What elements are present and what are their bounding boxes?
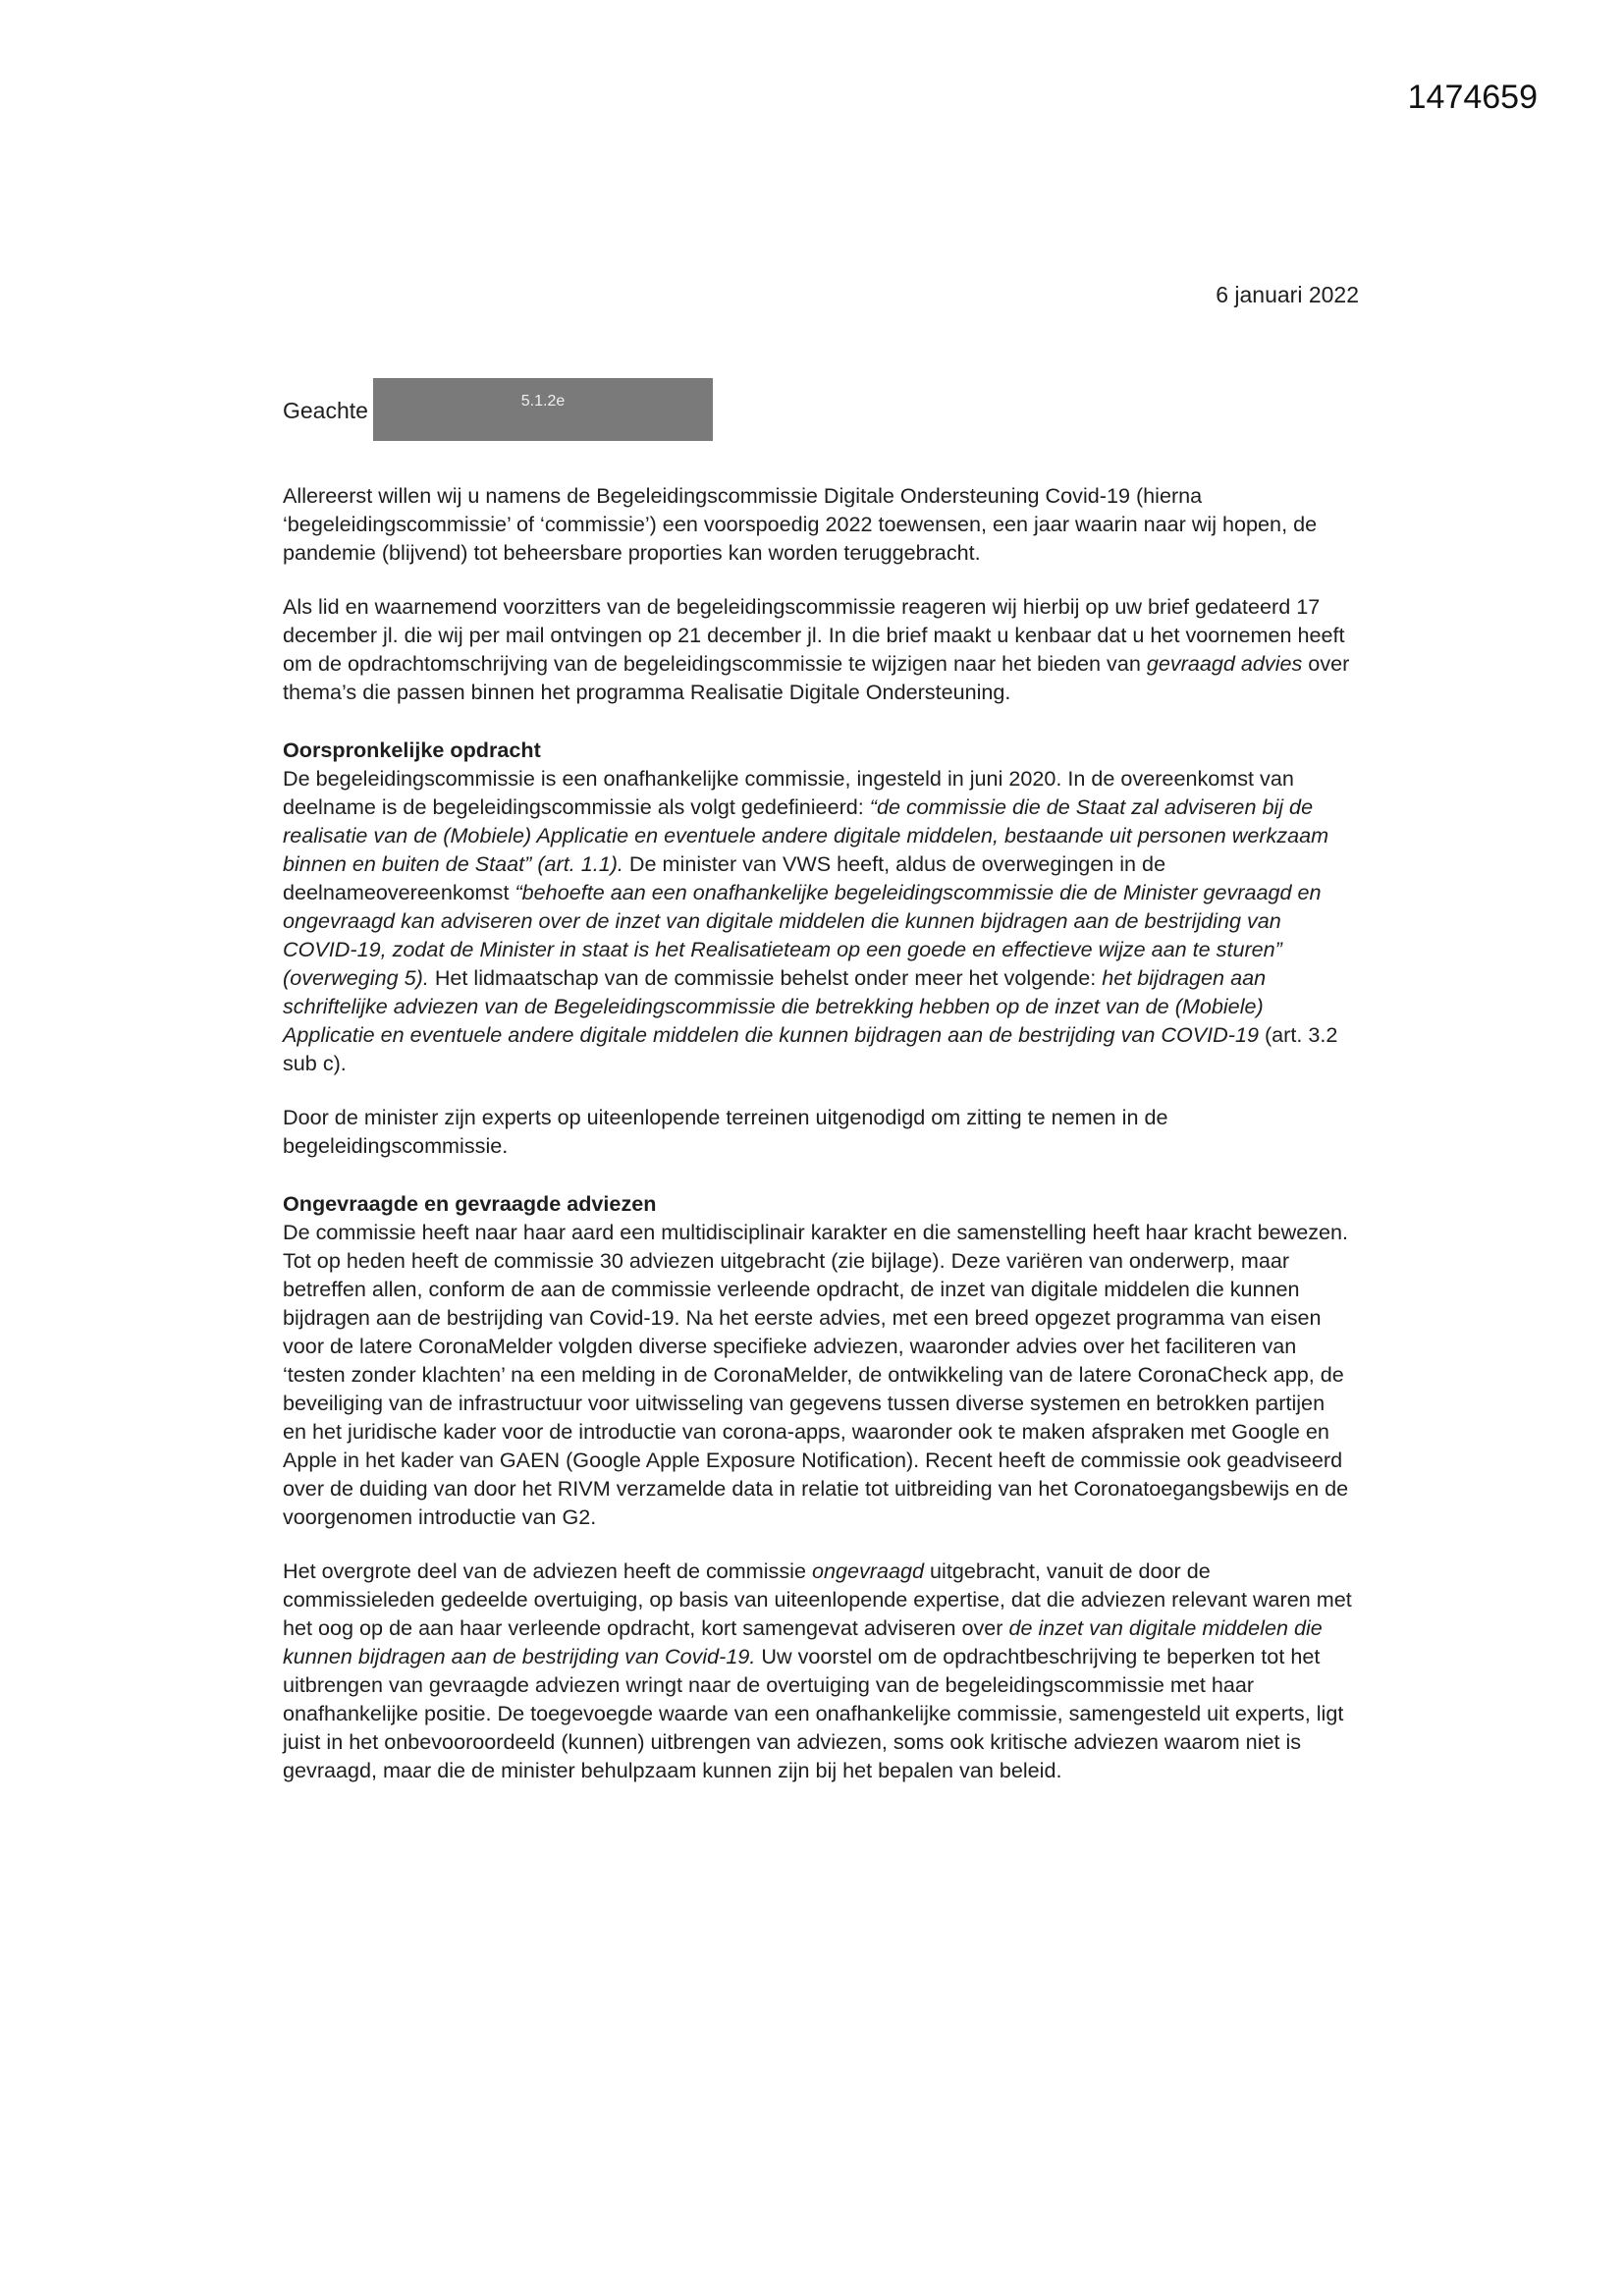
document-id: 1474659 — [1407, 79, 1538, 116]
body-paragraph — [283, 1218, 1353, 1531]
text-run: Allereerst willen wij u namens de Begeleidingscommissie Digitale Ondersteuning Covid-19 (hierna ‘begeleidingscommissie’ of ‘commissie’) een voorspoedig 2022 toewensen, een jaar waarin naar wij hopen, de pandemie (blijvend) tot beheersbare proporties kan worden teruggebracht. — [283, 483, 1318, 565]
text-run: De commissie heeft naar haar aard een multidisciplinair karakter en die samenstelling heeft haar kracht bewezen. Tot op heden heeft de commissie 30 adviezen uitgebracht (zie bijlage). Deze variëren van onderwerp, maar betreffen allen, conform de aan de commissie verleende opdracht, de inzet van digitale middelen die kunnen bijdragen aan de bestrijding van Covid-19. Na het eerste advies, met een breed opgezet programma van eisen voor de latere CoronaMelder volgden diverse specifieke adviezen, waaronder advies over het faciliteren van ‘testen zonder klachten’ na een melding in de CoronaMelder, de ontwikkeling van de latere CoronaCheck app, de beveiliging van de infrastructuur voor uitwisseling van gegevens tussen diverse systemen en betrokken partijen en het juridische kader voor de introductie van corona-apps, waaronder ook te maken afspraken met Google en Apple in het kader van GAEN (Google Apple Exposure Notification). Recent heeft de commissie ook geadviseerd over de duiding van door het RIVM verzamelde data in relatie tot uitbreiding van het Coronatoegangsbewijs en de voorgenomen introductie van G2. — [283, 1220, 1349, 1529]
text-run: over thema’s die passen binnen het programma Realisatie Digitale Ondersteuning. — [283, 651, 1350, 704]
italic-text: “de commissie die de Staat zal adviseren bij de realisatie van de (Mobiele) Applicatie en eventuele andere digitale middelen, bestaande uit personen werkzaam binnen en buiten de Staat” (art. 1.1). — [283, 794, 1329, 876]
text-run: Het lidmaatschap van de commissie behelst onder meer het volgende: — [428, 965, 1103, 990]
italic-text: de inzet van digitale middelen die kunnen bijdragen aan de bestrijding van Covid-19. — [283, 1615, 1323, 1668]
text-run: De minister van VWS heeft, aldus de overwegingen in de deelnameovereenkomst — [283, 851, 1166, 904]
italic-text: het bijdragen aan schriftelijke adviezen van de Begeleidingscommissie die betrekking hebben op de inzet van de (Mobiele) Applicatie en eventuele andere digitale middelen die kunnen bijdragen aan de bestrijding van COVID-19 — [283, 965, 1267, 1047]
text-run: Uw voorstel om de opdrachtbeschrijving te beperken tot het uitbrengen van gevraagde adviezen wringt naar de overtuiging van de begeleidingscommissie met haar onafhankelijke positie. De toegevoegde waarde van een onafhankelijke commissie, samengesteld uit experts, ligt juist in het onbevooroordeeld (kunnen) uitbrengen van adviezen, soms ook kritische adviezen waarom niet is gevraagd, maar die de minister behulpzaam kunnen zijn bij het bepalen van beleid. — [283, 1644, 1344, 1782]
text-run: Door de minister zijn experts op uiteenlopende terreinen uitgenodigd om zitting te nemen in de begeleidingscommissie. — [283, 1105, 1168, 1158]
letter-date: 6 januari 2022 — [1216, 282, 1359, 307]
salutation: Geachte — [283, 398, 368, 423]
body-paragraph — [283, 764, 1353, 1077]
redaction-code: 5.1.2e — [520, 393, 566, 410]
body-paragraph — [283, 481, 1353, 567]
section-heading: Ongevraagde en gevraagde adviezen — [283, 1191, 657, 1216]
body-paragraph — [283, 592, 1353, 706]
italic-text: ongevraagd — [811, 1558, 925, 1583]
italic-text: gevraagd advies — [1146, 651, 1303, 676]
italic-text: “behoefte aan een onafhankelijke begeleidingscommissie die de Minister gevraagd en ongevraagd kan adviseren over de inzet van digitale middelen die kunnen bijdragen aan de bestrijding van COVID-19, zodat de Minister in staat is het Realisatieteam op een goede en effectieve wijze aan te sturen” (overweging 5). — [283, 880, 1322, 990]
section-heading: Oorspronkelijke opdracht — [283, 738, 541, 762]
text-run: De begeleidingscommissie is een onafhankelijke commissie, ingesteld in juni 2020. In de overeenkomst van deelname is de begeleidingscommissie als volgt gedefinieerd: — [283, 766, 1294, 819]
text-run: Het overgrote deel van de adviezen heeft de commissie — [283, 1558, 812, 1583]
letter-body — [283, 481, 1353, 1810]
body-paragraph — [283, 1557, 1353, 1784]
redaction-block — [373, 378, 713, 441]
text-run: Als lid en waarnemend voorzitters van de begeleidingscommissie reageren wij hierbij op uw brief gedateerd 17 december jl. die wij per mail ontvingen op 21 december jl. In die brief maakt u kenbaar dat u het voornemen heeft om de opdrachtomschrijving van de begeleidingscommissie te wijzigen naar het bieden van — [283, 594, 1345, 676]
text-run: (art. 3.2 sub c). — [283, 1022, 1338, 1075]
text-run: uitgebracht, vanuit de door de commissieleden gedeelde overtuiging, op basis van uiteenlopende expertise, dat die adviezen relevant waren met het oog op de aan haar verleende opdracht, kort samengevat adviseren over — [283, 1558, 1352, 1640]
body-paragraph — [283, 1103, 1353, 1160]
